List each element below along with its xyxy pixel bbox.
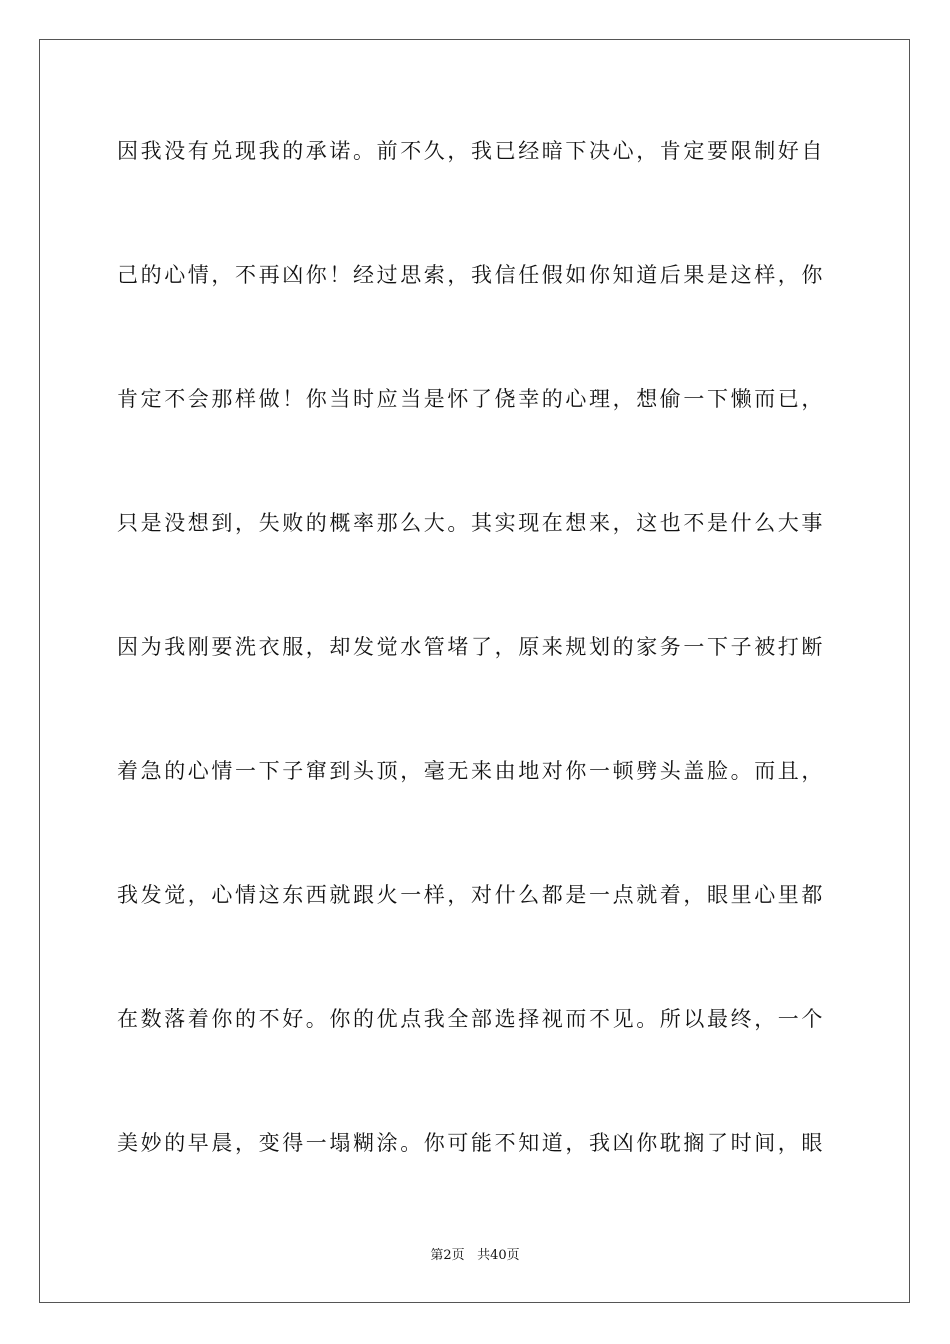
text-line: 着急的心情一下子窜到头顶，毫无来由地对你一顿劈头盖脸。而且，	[117, 759, 825, 783]
text-line: 因我没有兑现我的承诺。前不久，我已经暗下决心，肯定要限制好自	[117, 139, 825, 163]
text-line: 我发觉，心情这东西就跟火一样，对什么都是一点就着，眼里心里都	[117, 883, 825, 907]
text-line: 只是没想到，失败的概率那么大。其实现在想来，这也不是什么大事	[117, 511, 825, 535]
document-body	[117, 120, 837, 1236]
text-line: 因为我刚要洗衣服，却发觉水管堵了，原来规划的家务一下子被打断	[117, 635, 825, 659]
text-line: 在数落着你的不好。你的优点我全部选择视而不见。所以最终，一个	[117, 1007, 825, 1031]
page-footer	[0, 1246, 950, 1266]
text-line: 美妙的早晨，变得一塌糊涂。你可能不知道，我凶你耽搁了时间，眼	[117, 1131, 825, 1155]
page-number-current: 第2页	[430, 1248, 465, 1263]
text-line: 肯定不会那样做！你当时应当是怀了侥幸的心理，想偷一下懒而已，	[117, 387, 825, 411]
page-number-total: 共40页	[477, 1248, 520, 1263]
text-line: 己的心情，不再凶你！经过思索，我信任假如你知道后果是这样，你	[117, 263, 825, 287]
